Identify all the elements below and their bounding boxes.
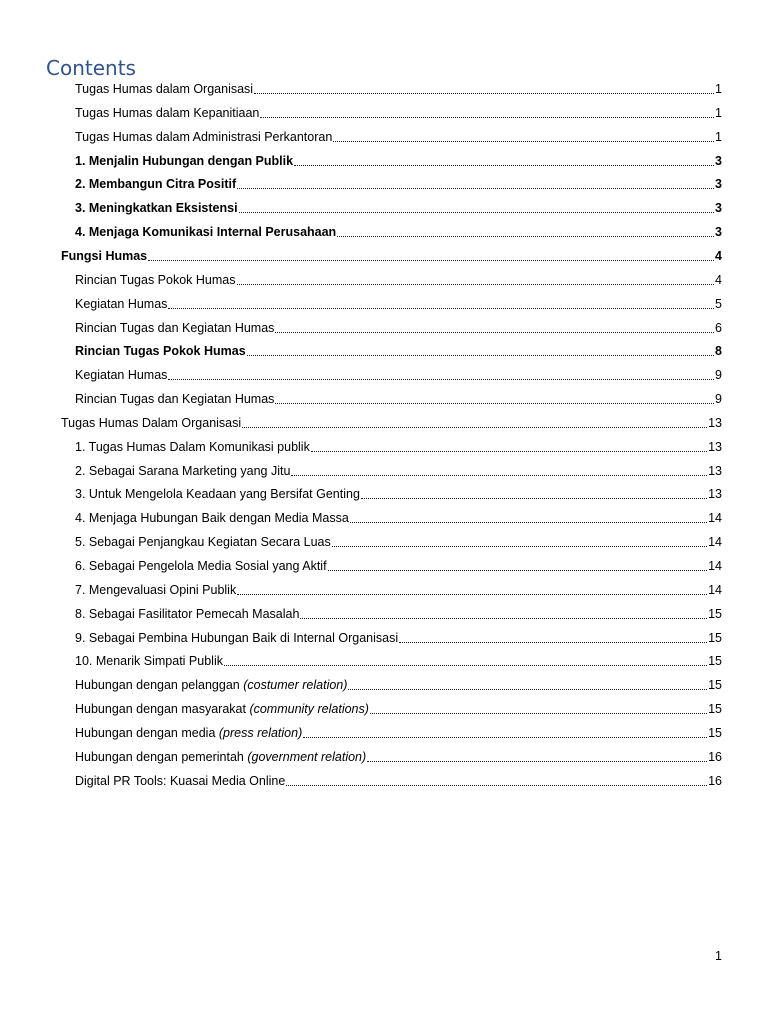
toc-leader-dots	[237, 284, 715, 285]
page-title: Contents	[46, 56, 136, 80]
toc-entry-label	[75, 79, 253, 99]
toc-entry-label	[75, 461, 290, 481]
toc-leader-dots	[303, 737, 707, 738]
toc-leader-dots	[294, 165, 714, 166]
toc-entry[interactable]	[75, 222, 722, 242]
toc-entry-label	[61, 413, 241, 433]
toc-page-number: 16	[708, 773, 722, 788]
toc-entry-label-text: 4. Menjaga Hubungan Baik dengan Media Massa	[75, 511, 349, 526]
toc-entry-label-text: 3. Meningkatkan Eksistensi	[75, 201, 238, 216]
toc-entry-label-text: 8. Sebagai Fasilitator Pemecah Masalah	[75, 606, 300, 621]
toc-leader-dots	[237, 188, 714, 189]
toc-entry-label-text: Fungsi Humas	[61, 248, 148, 263]
toc-entry-label-text: Kegiatan Humas	[75, 368, 168, 383]
toc-entry-label-text: Hubungan dengan pemerintah	[75, 749, 248, 764]
toc-entry[interactable]	[75, 389, 722, 409]
toc-entry-label-text: Rincian Tugas Pokok Humas	[75, 272, 236, 287]
toc-entry[interactable]	[75, 604, 722, 624]
toc-page-number: 3	[715, 153, 722, 168]
toc-page-number: 15	[708, 654, 722, 669]
toc-entry-label	[75, 270, 236, 290]
toc-page-number: 1	[715, 129, 722, 144]
toc-entry[interactable]	[75, 198, 722, 218]
toc-entry[interactable]	[75, 675, 722, 695]
toc-leader-dots	[367, 761, 707, 762]
toc-entry-label	[75, 747, 366, 767]
toc-entry-label-italic: (costumer relation)	[243, 678, 348, 693]
toc-leader-dots	[254, 93, 714, 94]
toc-entry-label-text: Tugas Humas dalam Kepanitiaan	[75, 105, 260, 120]
toc-entry[interactable]	[75, 365, 722, 385]
toc-entry-label-text: Rincian Tugas Pokok Humas	[75, 344, 246, 359]
toc-page-number: 3	[715, 225, 722, 240]
toc-leader-dots	[350, 522, 707, 523]
toc-entry[interactable]	[75, 437, 722, 457]
toc-leader-dots	[332, 546, 707, 547]
toc-page-number: 16	[708, 749, 722, 764]
toc-entry[interactable]	[75, 771, 722, 791]
toc-leader-dots	[337, 236, 714, 237]
toc-leader-dots	[237, 594, 707, 595]
toc-entry-label-text: Hubungan dengan media	[75, 725, 219, 740]
toc-leader-dots	[275, 332, 714, 333]
toc-leader-dots	[260, 117, 714, 118]
toc-entry-label-text: Kegiatan Humas	[75, 296, 168, 311]
toc-leader-dots	[399, 642, 707, 643]
toc-page-number: 14	[708, 535, 722, 550]
toc-leader-dots	[328, 570, 708, 571]
toc-page-number: 1	[715, 82, 722, 96]
toc-entry[interactable]	[75, 580, 722, 600]
toc-entry[interactable]	[75, 628, 722, 648]
toc-leader-dots	[286, 785, 707, 786]
toc-entry[interactable]	[61, 413, 722, 433]
toc-leader-dots	[370, 713, 707, 714]
toc-entry-label	[75, 723, 302, 743]
toc-entry[interactable]	[75, 127, 722, 147]
toc-entry-label-text: 1. Tugas Humas Dalam Komunikasi publik	[75, 439, 310, 454]
toc-page-number: 5	[715, 296, 722, 311]
toc-leader-dots	[242, 427, 707, 428]
toc-entry-label-italic: (press relation)	[218, 725, 303, 740]
toc-page-number: 14	[708, 582, 722, 597]
toc-leader-dots	[311, 451, 707, 452]
toc-entry-label-text: Tugas Humas dalam Organisasi	[75, 82, 254, 96]
toc-entry-label-text: 9. Sebagai Pembina Hubungan Baik di Internal Organisasi	[75, 630, 399, 645]
toc-entry-label	[75, 437, 310, 457]
toc-entry-label	[75, 628, 398, 648]
toc-entry-label	[75, 580, 236, 600]
toc-leader-dots	[291, 475, 707, 476]
toc-leader-dots	[148, 260, 714, 261]
toc-entry[interactable]	[75, 461, 722, 481]
toc-entry-label	[61, 246, 147, 266]
toc-leader-dots	[361, 498, 707, 499]
toc-page-number: 14	[708, 559, 722, 573]
toc-entry-label	[75, 484, 360, 504]
toc-page-number: 9	[715, 368, 722, 383]
toc-leader-dots	[348, 689, 707, 690]
toc-entry[interactable]	[75, 79, 722, 99]
toc-entry-label-text: Hubungan dengan masyarakat	[75, 702, 250, 717]
toc-entry[interactable]	[75, 699, 722, 719]
toc-entry-label	[75, 699, 369, 719]
toc-page-number: 4	[715, 272, 722, 287]
toc-entry[interactable]	[75, 723, 722, 743]
toc-entry[interactable]	[75, 532, 722, 552]
toc-entry-label-text: 6. Sebagai Pengelola Media Sosial yang Aktif	[75, 559, 327, 573]
toc-leader-dots	[239, 212, 714, 213]
toc-leader-dots	[333, 141, 714, 142]
toc-leader-dots	[247, 355, 714, 356]
toc-entry-label-text: 2. Membangun Citra Positif	[75, 177, 237, 192]
toc-entry-label	[75, 174, 236, 194]
toc-leader-dots	[168, 379, 714, 380]
page-number: 1	[715, 949, 722, 963]
toc-page-number: 13	[708, 415, 722, 430]
toc-entry-label-italic: (community relations)	[249, 702, 369, 717]
toc-entry[interactable]	[75, 294, 722, 314]
toc-entry-label	[75, 294, 167, 314]
toc-entry-label	[75, 103, 259, 123]
toc-leader-dots	[300, 618, 707, 619]
toc-leader-dots	[275, 403, 714, 404]
toc-entry-label	[75, 389, 274, 409]
toc-entry-label-text: Hubungan dengan pelanggan	[75, 678, 244, 693]
toc-entry-label	[75, 198, 238, 218]
toc-entry-label	[75, 771, 285, 791]
toc-page-number: 8	[715, 344, 722, 359]
toc-entry-label-text: 3. Untuk Mengelola Keadaan yang Bersifat Genting	[75, 487, 360, 502]
toc-entry-label-text: Rincian Tugas dan Kegiatan Humas	[75, 320, 275, 335]
toc-entry-label-text: Rincian Tugas dan Kegiatan Humas	[75, 392, 275, 407]
toc-entry-label-text: 4. Menjaga Komunikasi Internal Perusahaan	[75, 225, 337, 240]
toc-page-number: 15	[708, 630, 722, 645]
toc-entry-label-italic: (government relation)	[247, 749, 367, 764]
toc-entry-label	[75, 532, 331, 552]
toc-entry-label	[75, 604, 299, 624]
toc-entry[interactable]	[75, 484, 722, 504]
toc-entry[interactable]	[61, 246, 722, 266]
toc-entry-label	[75, 127, 332, 147]
toc-entry-label	[75, 151, 293, 171]
toc-leader-dots	[168, 308, 714, 309]
toc-leader-dots	[224, 665, 707, 666]
toc-entry[interactable]	[75, 103, 722, 123]
toc-entry[interactable]	[75, 151, 722, 171]
toc-entry-label	[75, 318, 274, 338]
toc-entry[interactable]	[75, 341, 722, 361]
toc-entry-label-text: Digital PR Tools: Kuasai Media Online	[75, 773, 286, 788]
toc-entry-label-text: Tugas Humas Dalam Organisasi	[61, 415, 242, 430]
toc-page-number: 4	[715, 248, 722, 263]
toc-entry-label-text: 10. Menarik Simpati Publik	[75, 654, 223, 669]
toc-page-number: 15	[708, 702, 722, 717]
toc-page-number: 6	[715, 320, 722, 335]
toc-entry-label	[75, 365, 167, 385]
toc-page-number: 14	[708, 511, 722, 526]
toc-page-number: 13	[708, 463, 722, 478]
toc-page-number: 15	[708, 678, 722, 693]
toc-page-number: 13	[708, 487, 722, 502]
toc-entry-label	[75, 341, 246, 361]
toc-entry-label	[75, 556, 327, 576]
toc-page-number: 15	[708, 606, 722, 621]
toc-page-number: 1	[715, 105, 722, 120]
toc-entry-label	[75, 222, 336, 242]
toc-entry[interactable]	[75, 651, 722, 671]
toc-entry-label	[75, 675, 347, 695]
toc-entry-label	[75, 508, 349, 528]
toc-entry-label-text: Tugas Humas dalam Administrasi Perkantoran	[75, 129, 333, 144]
toc-page-number: 9	[715, 392, 722, 407]
toc-entry[interactable]	[75, 556, 722, 576]
toc-entry-label-text: 1. Menjalin Hubungan dengan Publik	[75, 153, 294, 168]
toc-entry[interactable]	[75, 508, 722, 528]
toc-entry-label-text: 2. Sebagai Sarana Marketing yang Jitu	[75, 463, 291, 478]
toc-entry-label	[75, 651, 223, 671]
toc-page-number: 15	[708, 725, 722, 740]
toc-entry[interactable]	[75, 270, 722, 290]
toc-page-number: 3	[715, 201, 722, 216]
toc-entry-label-text: 7. Mengevaluasi Opini Publik	[75, 582, 237, 597]
toc-page-number: 13	[708, 439, 722, 454]
toc-entry-label-text: 5. Sebagai Penjangkau Kegiatan Secara Luas	[75, 535, 331, 550]
toc-entry[interactable]	[75, 747, 722, 767]
toc-entry[interactable]	[75, 174, 722, 194]
toc-entry[interactable]	[75, 318, 722, 338]
toc-page-number: 3	[715, 177, 722, 192]
